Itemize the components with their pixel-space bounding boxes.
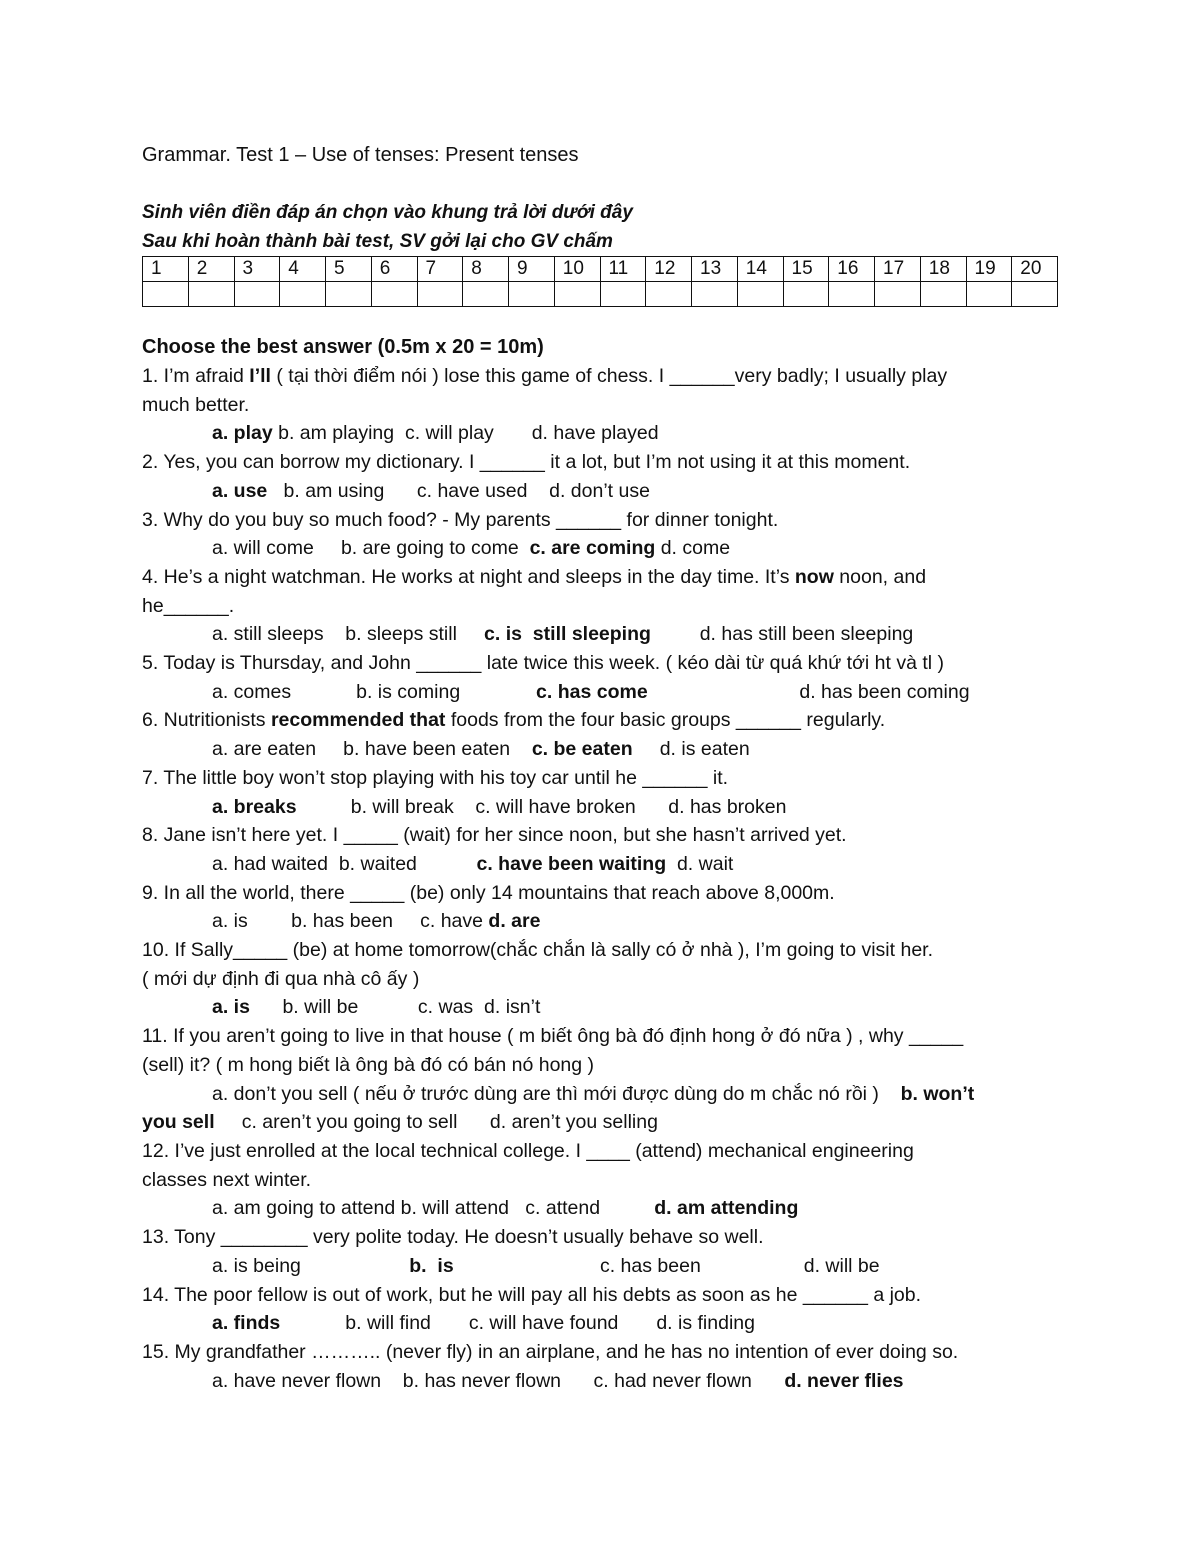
bold-answer-text: c. be eaten: [531, 738, 633, 761]
answer-number-cell: 16: [829, 257, 875, 282]
question-text: 8. Jane isn’t here yet. I _____ (wait) for her since noon, but she hasn’t arrived yet.: [142, 824, 847, 847]
question-text: a. am going to attend b. will attend c. attend: [212, 1197, 655, 1220]
bold-answer-text: a. play: [212, 422, 273, 445]
question-text: 6. Nutritionists: [142, 709, 271, 732]
question-item: [142, 821, 1058, 878]
answer-options: [142, 907, 1058, 936]
question-line: [142, 1137, 1058, 1166]
bold-answer-text: I’ll: [249, 365, 271, 387]
answer-options: [142, 1252, 1058, 1281]
question-line: [142, 1338, 1058, 1367]
answer-table: [142, 256, 1058, 307]
answer-input-cell[interactable]: [326, 282, 372, 307]
answer-number-cell: 6: [371, 257, 417, 282]
bold-answer-text: a. is: [212, 996, 250, 1019]
question-text: 14. The poor fellow is out of work, but he will pay all his debts as soon as he ______ a job.: [142, 1283, 922, 1306]
question-text: 1. I’m afraid: [142, 365, 250, 387]
answer-number-cell: 5: [326, 257, 372, 282]
question-text: d. has been coming: [647, 680, 970, 703]
instruction-line: Sau khi hoàn thành bài test, SV gởi lại cho GV chấm: [142, 231, 613, 252]
bold-answer-text: d. never flies: [784, 1369, 904, 1392]
answer-options: [142, 793, 1058, 822]
question-line: [142, 1051, 1058, 1080]
question-text: classes next winter.: [142, 1168, 312, 1191]
answer-input-cell[interactable]: [875, 282, 921, 307]
bold-answer-text: b. is: [409, 1254, 454, 1277]
question-list: [142, 362, 1058, 1395]
question-line: [142, 936, 1058, 965]
question-item: [142, 1281, 1058, 1338]
question-line: [142, 1166, 1058, 1195]
answer-input-cell[interactable]: [783, 282, 829, 307]
question-line: [142, 592, 1058, 621]
question-line: [142, 764, 1058, 793]
question-text: a. will come b. are going to come: [212, 537, 530, 560]
bold-answer-text: now: [794, 565, 834, 588]
answer-input-cell[interactable]: [600, 282, 646, 307]
question-text: much better.: [142, 393, 250, 416]
answer-options: [142, 678, 1058, 707]
answer-number-cell: 13: [692, 257, 738, 282]
answer-input-cell[interactable]: [920, 282, 966, 307]
answer-number-cell: 11: [600, 257, 646, 282]
answer-options: [142, 534, 1058, 563]
question-text: a. are eaten b. have been eaten: [212, 738, 532, 761]
answer-input-cell[interactable]: [1012, 282, 1058, 307]
bold-answer-text: b. won’t: [900, 1082, 975, 1105]
answer-input-cell[interactable]: [371, 282, 417, 307]
question-item: [142, 879, 1058, 936]
question-item: [142, 362, 1058, 448]
bold-answer-text: recommended that: [270, 709, 446, 732]
answer-input-cell[interactable]: [966, 282, 1012, 307]
question-item: [142, 1223, 1058, 1280]
question-text: c. has been d. will be: [453, 1254, 880, 1277]
answer-options: [142, 419, 1058, 448]
answer-input-cell[interactable]: [829, 282, 875, 307]
question-text: 3. Why do you buy so much food? - My parents ______ for dinner tonight.: [142, 508, 779, 531]
bold-answer-text: c. has come: [536, 680, 648, 703]
answer-number-cell: 20: [1012, 257, 1058, 282]
bold-answer-text: a. finds: [212, 1312, 281, 1335]
question-text: 7. The little boy won’t stop playing with his toy car until he ______ it.: [142, 766, 729, 789]
question-text: a. had waited b. waited: [212, 852, 477, 875]
question-text: (sell) it? ( m hong biết là ông bà đó có bán nó hong ): [142, 1053, 595, 1076]
question-line: [142, 1022, 1058, 1051]
answer-options: [142, 850, 1058, 879]
answer-number-cell: 14: [737, 257, 783, 282]
answer-input-cell[interactable]: [234, 282, 280, 307]
question-text: he______.: [142, 594, 235, 617]
bold-answer-text: d. are: [488, 910, 541, 933]
question-text: 12. I’ve just enrolled at the local technical college. I ____ (attend) mechanical engineering: [142, 1139, 914, 1162]
answer-number-cell: 9: [509, 257, 555, 282]
answer-options: [142, 477, 1058, 506]
answer-options: [142, 735, 1058, 764]
question-line: [142, 649, 1058, 678]
answer-table-number-row: [143, 257, 1058, 282]
question-line: [142, 391, 1058, 420]
question-line: [142, 821, 1058, 850]
answer-options: [142, 993, 1058, 1022]
answer-input-cell[interactable]: [188, 282, 234, 307]
answer-input-cell[interactable]: [554, 282, 600, 307]
answer-number-cell: 19: [966, 257, 1012, 282]
bold-answer-text: c. have been waiting: [476, 852, 667, 875]
question-text: ( tại thời điểm nói ) lose this game of chess. I ______very badly; I usually play: [270, 365, 948, 387]
answer-input-cell[interactable]: [143, 282, 189, 307]
question-item: [142, 1137, 1058, 1223]
answer-number-cell: 1: [143, 257, 189, 282]
answer-number-cell: 7: [417, 257, 463, 282]
question-text: ( mới dự định đi qua nhà cô ấy ): [142, 967, 420, 990]
answer-number-cell: 2: [188, 257, 234, 282]
bold-answer-text: d. am attending: [654, 1197, 799, 1220]
question-text: c. aren’t you going to sell d. aren’t you selling: [214, 1111, 658, 1134]
question-line: [142, 362, 1058, 391]
question-text: a. is being: [212, 1254, 410, 1277]
section-heading: Choose the best answer (0.5m x 20 = 10m): [142, 336, 544, 358]
question-text: b. will break c. will have broken d. has broken: [296, 795, 787, 818]
question-text: d. wait: [666, 852, 734, 875]
answer-number-cell: 3: [234, 257, 280, 282]
question-item: [142, 649, 1058, 706]
question-line: [142, 506, 1058, 535]
answer-input-cell[interactable]: [737, 282, 783, 307]
question-item: [142, 1338, 1058, 1395]
answer-options-continued: [142, 1108, 1058, 1137]
question-item: [142, 936, 1058, 1022]
answer-number-cell: 8: [463, 257, 509, 282]
answer-number-cell: 10: [554, 257, 600, 282]
question-line: [142, 1223, 1058, 1252]
question-text: d. has still been sleeping: [650, 623, 914, 646]
question-text: a. is b. has been c. have: [212, 910, 489, 933]
answer-options: [142, 1080, 1058, 1109]
question-text: foods from the four basic groups ______ regularly.: [445, 709, 886, 732]
question-line: [142, 706, 1058, 735]
question-text: 10. If Sally_____ (be) at home tomorrow(chắc chắn là sally có ở nhà ), I’m going to visit her.: [142, 939, 933, 962]
answer-number-cell: 18: [920, 257, 966, 282]
answer-input-cell[interactable]: [509, 282, 555, 307]
answer-input-cell[interactable]: [646, 282, 692, 307]
question-line: [142, 879, 1058, 908]
answer-number-cell: 15: [783, 257, 829, 282]
question-line: [142, 563, 1058, 592]
bold-answer-text: you sell: [142, 1111, 215, 1134]
question-line: [142, 448, 1058, 477]
question-text: noon, and: [833, 565, 927, 588]
question-text: b. will be c. was d. isn’t: [249, 996, 541, 1019]
question-item: [142, 448, 1058, 505]
question-text: 4. He’s a night watchman. He works at night and sleeps in the day time. It’s: [142, 565, 795, 588]
answer-number-cell: 4: [280, 257, 326, 282]
answer-input-cell[interactable]: [463, 282, 509, 307]
question-item: [142, 764, 1058, 821]
question-text: b. will find c. will have found d. is finding: [280, 1312, 755, 1335]
question-text: a. comes b. is coming: [212, 680, 537, 703]
answer-options: [142, 1309, 1058, 1338]
bold-answer-text: c. is still sleeping: [484, 623, 651, 646]
question-text: 15. My grandfather ……….. (never fly) in an airplane, and he has no intention of ever doing so.: [142, 1340, 959, 1363]
bold-answer-text: a. breaks: [212, 795, 297, 818]
answer-input-cell[interactable]: [280, 282, 326, 307]
answer-number-cell: 17: [875, 257, 921, 282]
question-text: 5. Today is Thursday, and John ______ late twice this week. ( kéo dài từ quá khứ tới ht và tl ): [142, 652, 944, 675]
page-title: Grammar. Test 1 – Use of tenses: Present tenses: [142, 144, 579, 166]
question-text: 11. If you aren’t going to live in that house ( m biết ông bà đó định hong ở đó nữa ) , why _____: [142, 1025, 964, 1048]
question-text: b. am using c. have used d. don’t use: [267, 479, 650, 502]
answer-number-cell: 12: [646, 257, 692, 282]
question-text: d. come: [655, 537, 731, 560]
question-text: d. is eaten: [632, 738, 750, 761]
bold-answer-text: a. use: [212, 479, 268, 502]
question-text: a. have never flown b. has never flown c. had never flown: [212, 1369, 785, 1392]
question-text: a. still sleeps b. sleeps still: [212, 623, 485, 646]
question-text: b. am playing c. will play d. have played: [272, 422, 659, 445]
question-text: a. don’t you sell ( nếu ở trước dùng are thì mới được dùng do m chắc nó rồi ): [212, 1082, 901, 1105]
question-item: [142, 1022, 1058, 1137]
document-page: [142, 140, 1058, 1395]
question-text: 13. Tony ________ very polite today. He doesn’t usually behave so well.: [142, 1226, 764, 1249]
question-text: 2. Yes, you can borrow my dictionary. I ______ it a lot, but I’m not using it at this moment.: [142, 451, 911, 474]
question-line: [142, 965, 1058, 994]
bold-answer-text: c. are coming: [529, 537, 656, 560]
question-text: 9. In all the world, there _____ (be) only 14 mountains that reach above 8,000m.: [142, 881, 835, 904]
answer-options: [142, 1194, 1058, 1223]
question-line: [142, 1281, 1058, 1310]
instruction-line: Sinh viên điền đáp án chọn vào khung trả lời dưới đây: [142, 202, 633, 223]
question-item: [142, 706, 1058, 763]
answer-input-cell[interactable]: [692, 282, 738, 307]
answer-input-cell[interactable]: [417, 282, 463, 307]
question-item: [142, 563, 1058, 649]
question-item: [142, 506, 1058, 563]
answer-options: [142, 620, 1058, 649]
answer-options: [142, 1367, 1058, 1396]
answer-table-answer-row: [143, 282, 1058, 307]
